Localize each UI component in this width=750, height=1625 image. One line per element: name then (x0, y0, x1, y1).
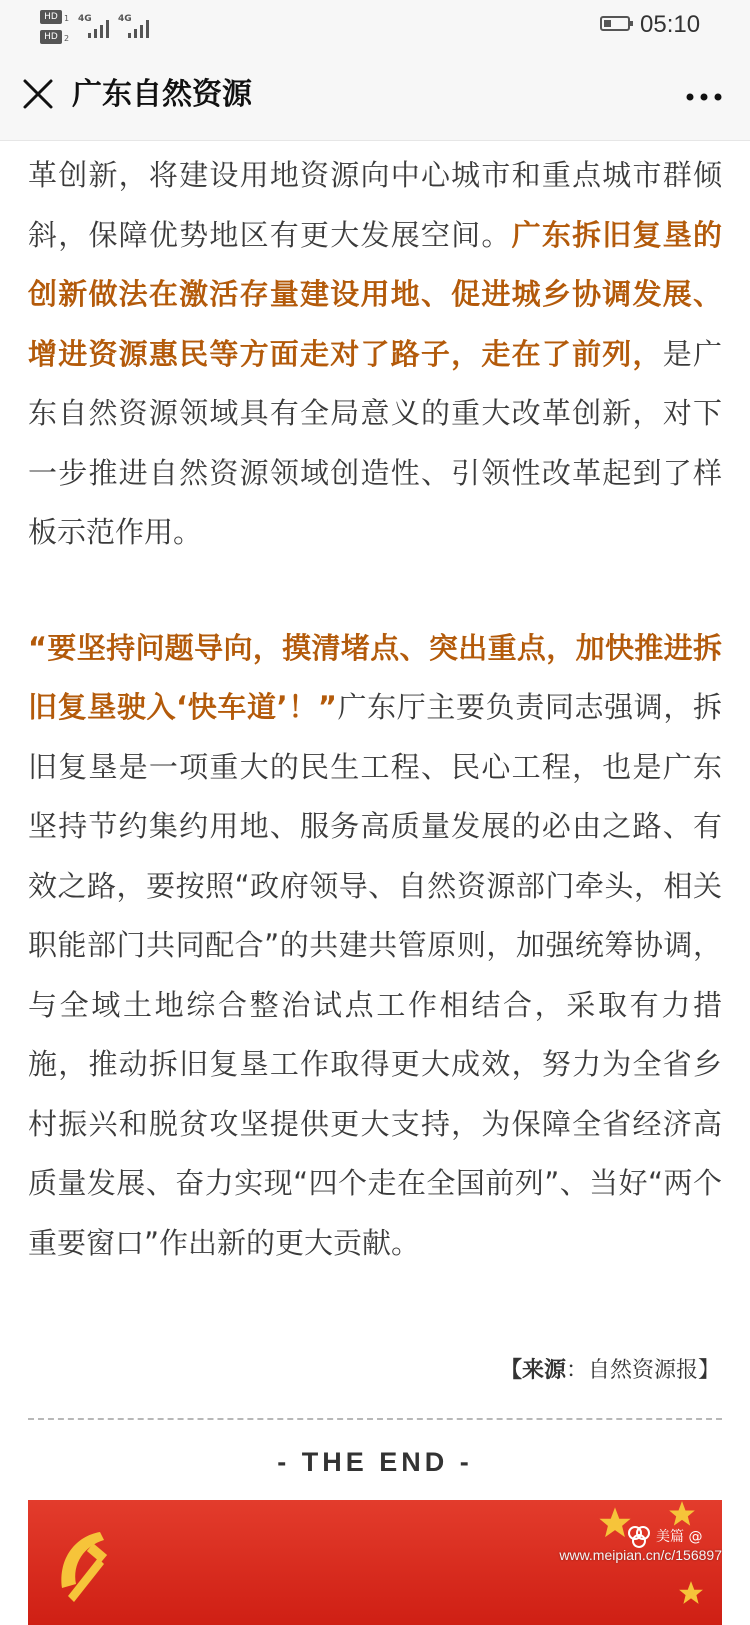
source-label: 【来源 (499, 1358, 566, 1383)
watermark-url: www.meipian.cn/c/156897 (559, 1547, 722, 1563)
network-type-1: 4G (78, 14, 92, 24)
star-icon (668, 1500, 696, 1528)
sim1-slot: 1 (64, 14, 70, 23)
paragraph-1-tail: 是广东自然资源领域具有全局意义的重大改革创新，对下一步推进自然资源领域创造性、引领性改革起到了样板示范作用。 (28, 336, 722, 549)
paragraph-2-tail: 广东厅主要负责同志强调，拆旧复垦是一项重大的民生工程、民心工程，也是广东坚持节约集约用地、服务高质量发展的必由之路、有效之路，要按照“政府领导、自然资源部门牵头，相关职能部门共同配合”的共建共管原则，加强统筹协调，与全域土地综合整治试点工作相结合，采取有力措施，推动拆旧复垦工作取得更大成效，努力为全省乡村振兴和脱贫攻坚提供更大支持，为保障全省经济高质量发展、奋力实现“四个走在全国前列”、当好“两个重要窗口”作出新的更大贡献。 (28, 690, 722, 1260)
watermark-brand: 美篇 @ (656, 1529, 703, 1545)
paragraph-1 (28, 140, 722, 563)
close-button[interactable] (20, 76, 56, 112)
paragraph-1-lead: 革创新，将建设用地资源向中心城市和重点城市群倾斜，保障优势地区有更大发展空间。 (28, 158, 722, 252)
nav-bar (0, 52, 750, 141)
sim1-hd-badge: HD (40, 10, 62, 24)
network-type-2: 4G (118, 14, 132, 24)
paragraph-2 (28, 619, 722, 1274)
more-icon (684, 82, 724, 112)
battery-icon (600, 16, 630, 31)
close-icon (20, 76, 56, 112)
source-value: 自然资源报】 (587, 1358, 720, 1383)
party-emblem-icon (48, 1518, 118, 1608)
battery-level (604, 20, 611, 27)
article-body (28, 140, 722, 1273)
the-end-label: - THE END - (277, 1447, 473, 1477)
sim2-slot: 2 (64, 34, 70, 43)
source-colon: ： (565, 1358, 588, 1383)
status-right (600, 10, 720, 40)
dashed-divider (28, 1418, 722, 1420)
sim2-hd-badge: HD (40, 30, 62, 44)
star-icon (678, 1580, 704, 1606)
page-title: 广东自然资源 (72, 77, 252, 112)
more-button[interactable] (684, 82, 724, 112)
status-bar (0, 0, 750, 52)
paragraph-2-highlight: “要坚持问题导向，摸清堵点、突出重点，加快推进拆旧复垦驶入‘快车道’！” (28, 630, 722, 724)
source-attribution (500, 1356, 720, 1386)
paragraph-1-highlight: 广东拆旧复垦的创新做法在激活存量建设用地、促进城乡协调发展、增进资源惠民等方面走对了路子，走在了前列， (28, 217, 722, 371)
clock: 05:10 (640, 11, 701, 38)
